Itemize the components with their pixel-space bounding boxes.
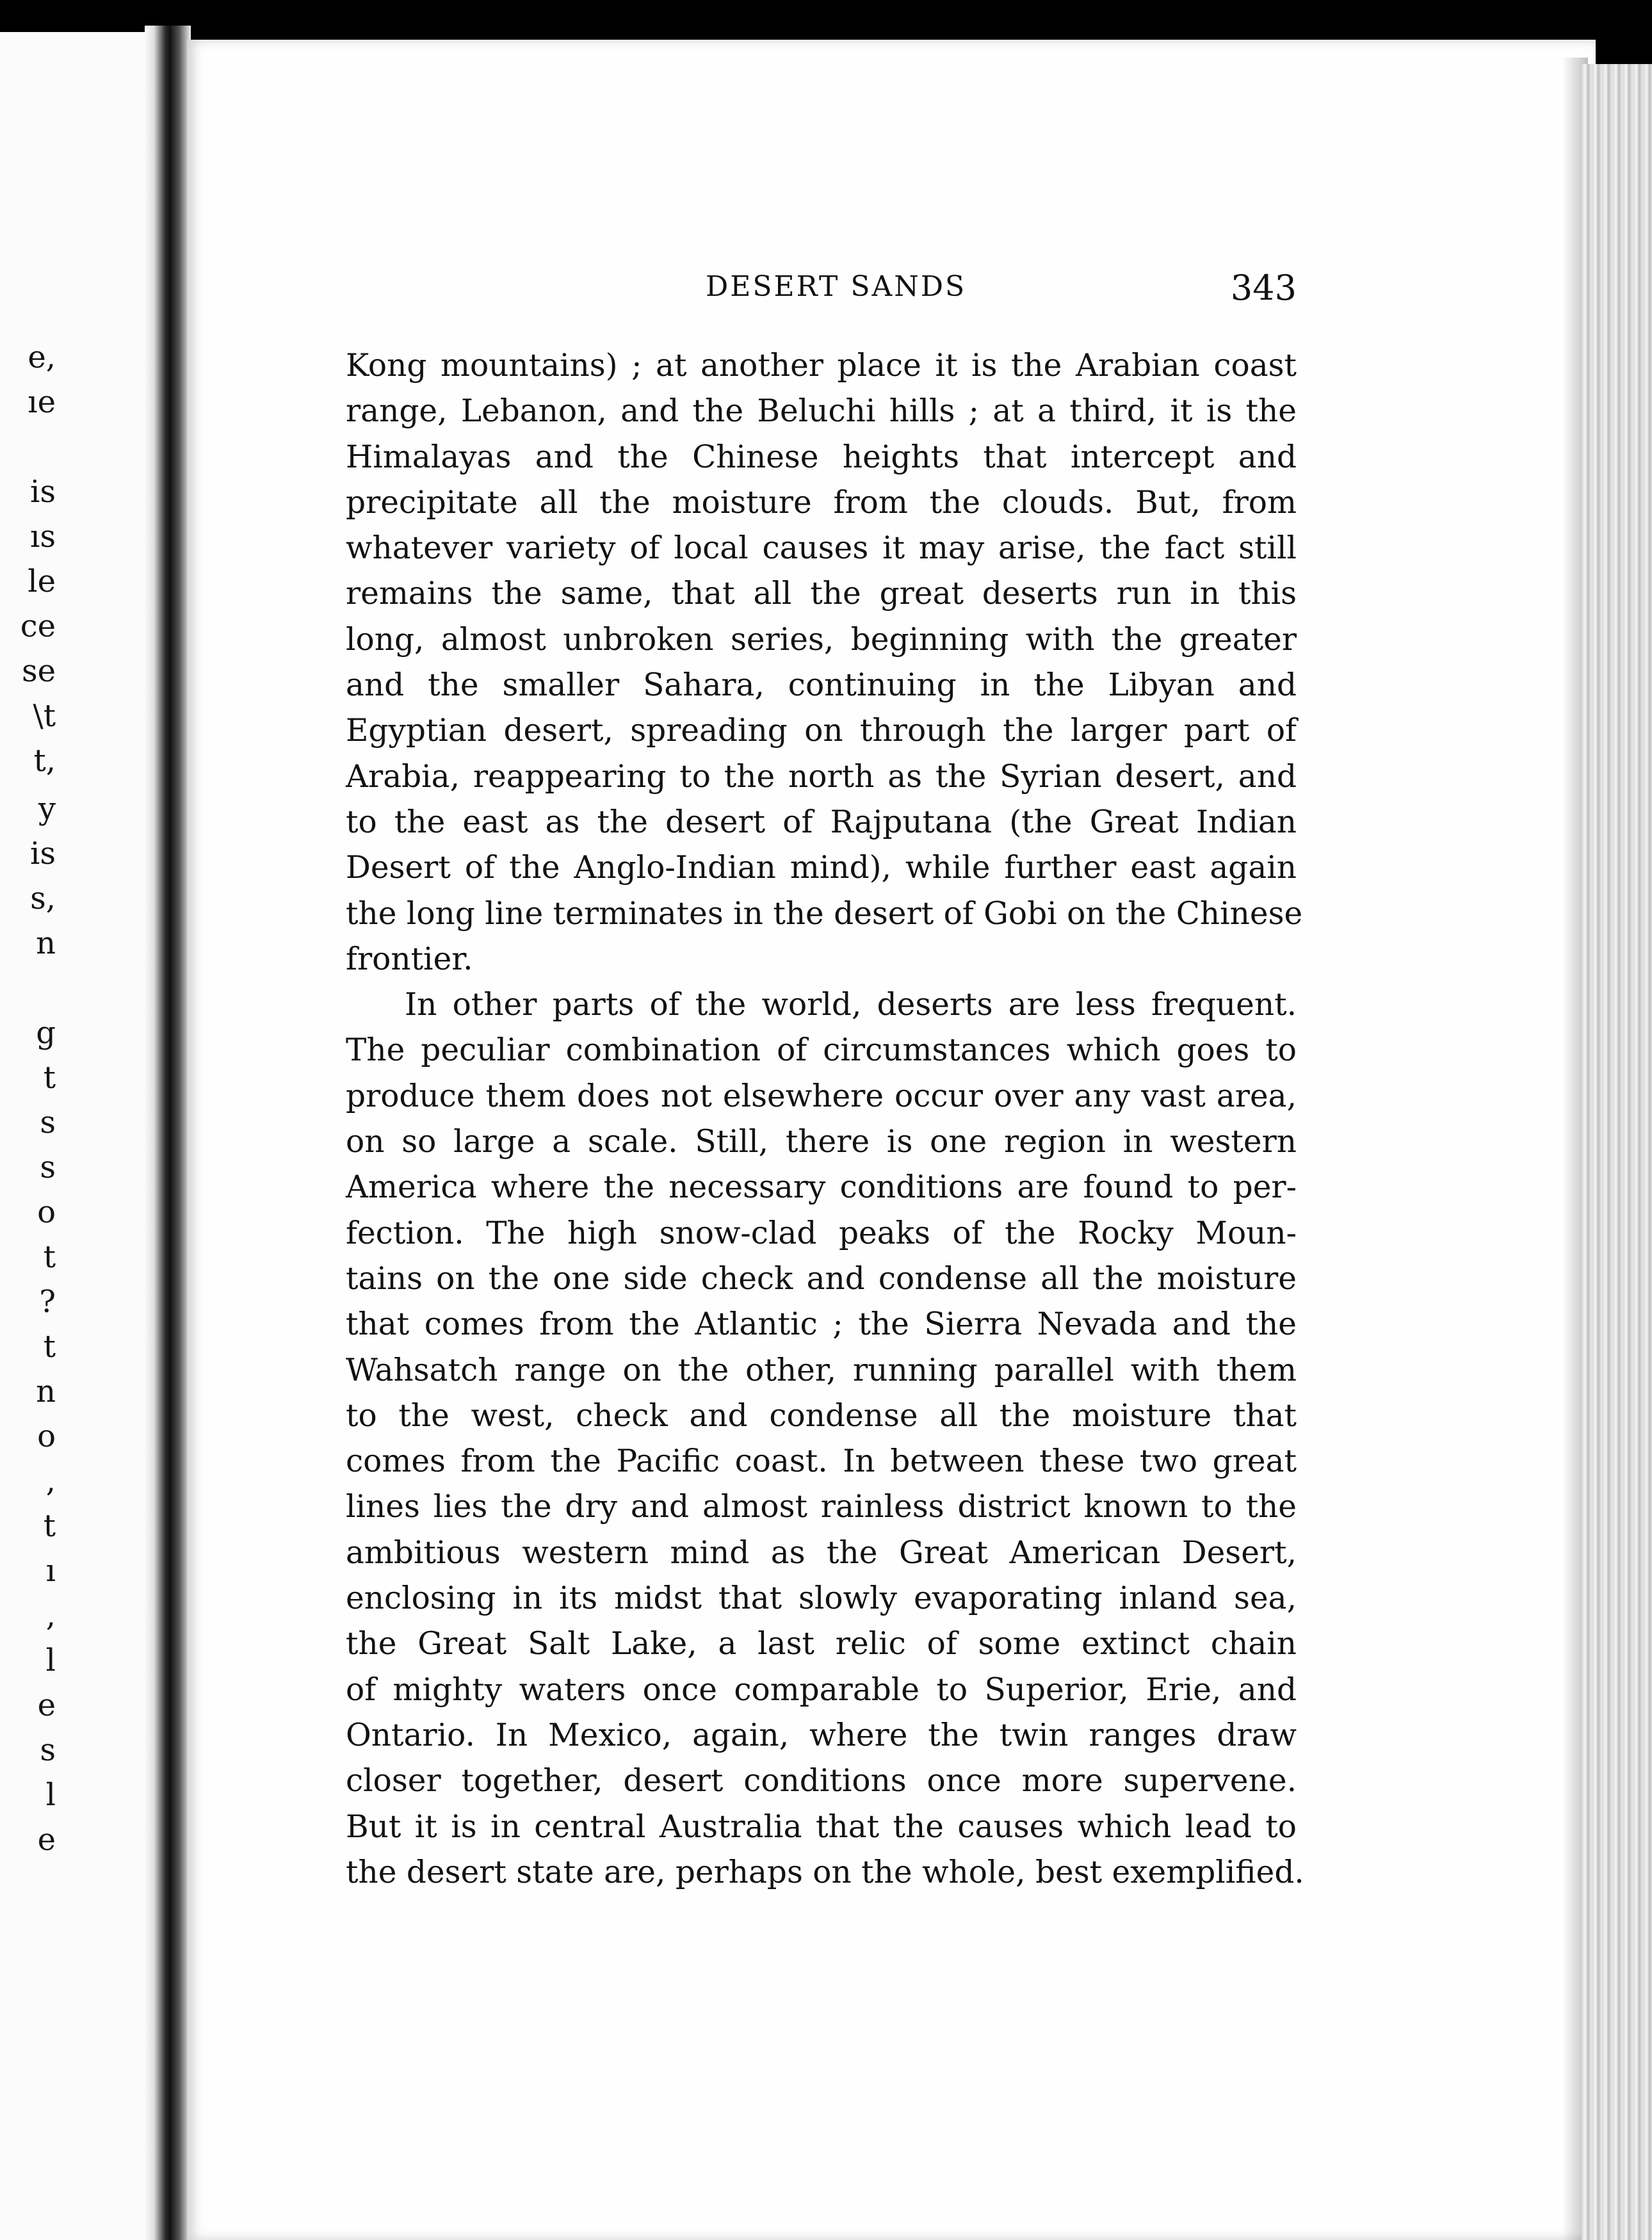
left-page-fragment: e, <box>28 339 56 375</box>
left-page-fragment: , <box>45 1598 56 1634</box>
text-line: tains on the one side check and condense all the moisture <box>346 1260 1297 1297</box>
text-line: lines lies the dry and almost rainless district known to the <box>346 1489 1297 1525</box>
text-line: whatever variety of local causes it may arise, the fact still <box>346 530 1297 567</box>
page-fore-edge <box>1582 64 1652 2240</box>
text-line: range, Lebanon, and the Beluchi hills ; at a third, it is the <box>346 393 1297 430</box>
text-line: the desert state are, perhaps on the whole, best exemplified. <box>346 1854 1304 1890</box>
body-text <box>346 343 1304 1895</box>
left-page-fragment: is <box>30 836 56 872</box>
text-line: long, almost unbroken series, beginning with the greater <box>346 621 1297 658</box>
running-head-title: DESERT SANDS <box>706 270 967 303</box>
text-line: and the smaller Sahara, continuing in the Libyan and <box>346 667 1297 704</box>
text-line: Kong mountains) ; at another place it is the Arabian coast <box>346 348 1297 384</box>
left-page-fragment: se <box>21 653 56 689</box>
text-line: In other parts of the world, deserts are less frequent. <box>405 987 1297 1023</box>
text-line: fection. The high snow-clad peaks of the Rocky Moun- <box>346 1215 1297 1251</box>
left-page-fragment: e <box>37 1822 56 1858</box>
text-line: the long line terminates in the desert of Gobi on the Chinese <box>346 895 1303 932</box>
running-head <box>346 268 1297 312</box>
left-page-fragment: l <box>45 1777 56 1813</box>
text-line: America where the necessary conditions are found to per- <box>346 1169 1297 1206</box>
text-line: Egyptian desert, spreading on through the larger part of <box>346 713 1297 749</box>
text-line: ambitious western mind as the Great American Desert, <box>346 1534 1297 1571</box>
book-gutter <box>145 26 191 2240</box>
text-line: precipitate all the moisture from the clouds. But, from <box>346 484 1297 521</box>
left-page-fragment: , <box>45 1463 56 1499</box>
left-page-fragment: o <box>37 1418 56 1454</box>
left-page-fragment: l <box>45 1643 56 1678</box>
text-line: remains the same, that all the great deserts run in this <box>346 576 1297 612</box>
text-line: Wahsatch range on the other, running parallel with them <box>346 1352 1297 1388</box>
left-page-fragment: n <box>36 925 56 961</box>
text-line: But it is in central Australia that the causes which lead to <box>346 1808 1297 1845</box>
left-page-fragment: t <box>43 1239 56 1275</box>
text-line: to the west, check and condense all the moisture that <box>346 1397 1297 1434</box>
text-line: Desert of the Anglo-Indian mind), while further east again <box>346 850 1297 886</box>
text-line: to the east as the desert of Rajputana (the Great Indian <box>346 804 1297 840</box>
text-line: of mighty waters once comparable to Superior, Erie, and <box>346 1671 1297 1708</box>
left-page-fragment: le <box>28 564 56 599</box>
text-line: frontier. <box>346 941 473 977</box>
left-page-fragment: e <box>37 1687 56 1723</box>
left-page-fragment: ıe <box>28 384 56 420</box>
text-line: The peculiar combination of circumstances which goes to <box>346 1032 1297 1069</box>
text-line: the Great Salt Lake, a last relic of some extinct chain <box>346 1626 1297 1662</box>
left-page-fragment: ? <box>39 1284 56 1320</box>
left-page-fragment: t <box>43 1329 56 1365</box>
text-line: Ontario. In Mexico, again, where the twin ranges draw <box>346 1717 1297 1753</box>
left-page-fragment: s <box>40 1732 56 1768</box>
left-page-fragment: y <box>38 791 56 827</box>
text-line: closer together, desert conditions once more supervene. <box>346 1763 1297 1799</box>
left-page-fragment: ıs <box>30 519 56 555</box>
left-page-fragment: s <box>40 1149 56 1185</box>
text-line: Himalayas and the Chinese heights that intercept and <box>346 439 1297 475</box>
left-page-fragment: t <box>43 1060 56 1096</box>
left-page-fragment: s, <box>30 881 56 916</box>
left-page-fragment: g <box>36 1015 56 1051</box>
left-page-fragment: ı <box>45 1553 56 1589</box>
text-line: enclosing in its midst that slowly evaporating inland sea, <box>346 1580 1297 1617</box>
left-page-fragment: t, <box>33 743 56 779</box>
text-line: comes from the Pacific coast. In between these two great <box>346 1443 1297 1480</box>
text-line: produce them does not elsewhere occur over any vast area, <box>346 1078 1297 1114</box>
text-line: on so large a scale. Still, there is one region in western <box>346 1124 1297 1160</box>
left-page-fragment: \t <box>33 698 56 734</box>
text-line: Arabia, reappearing to the north as the Syrian desert, and <box>346 758 1297 795</box>
left-page-fragment: s <box>40 1105 56 1140</box>
left-page-fragment: is <box>30 474 56 510</box>
page-number: 343 <box>1230 268 1297 308</box>
text-line: that comes from the Atlantic ; the Sierra Nevada and the <box>346 1306 1297 1343</box>
left-page-fragment: n <box>36 1374 56 1409</box>
left-page-fragment: o <box>37 1194 56 1230</box>
left-page-fragment: t <box>43 1508 56 1544</box>
left-page-fragment: ce <box>20 608 56 644</box>
